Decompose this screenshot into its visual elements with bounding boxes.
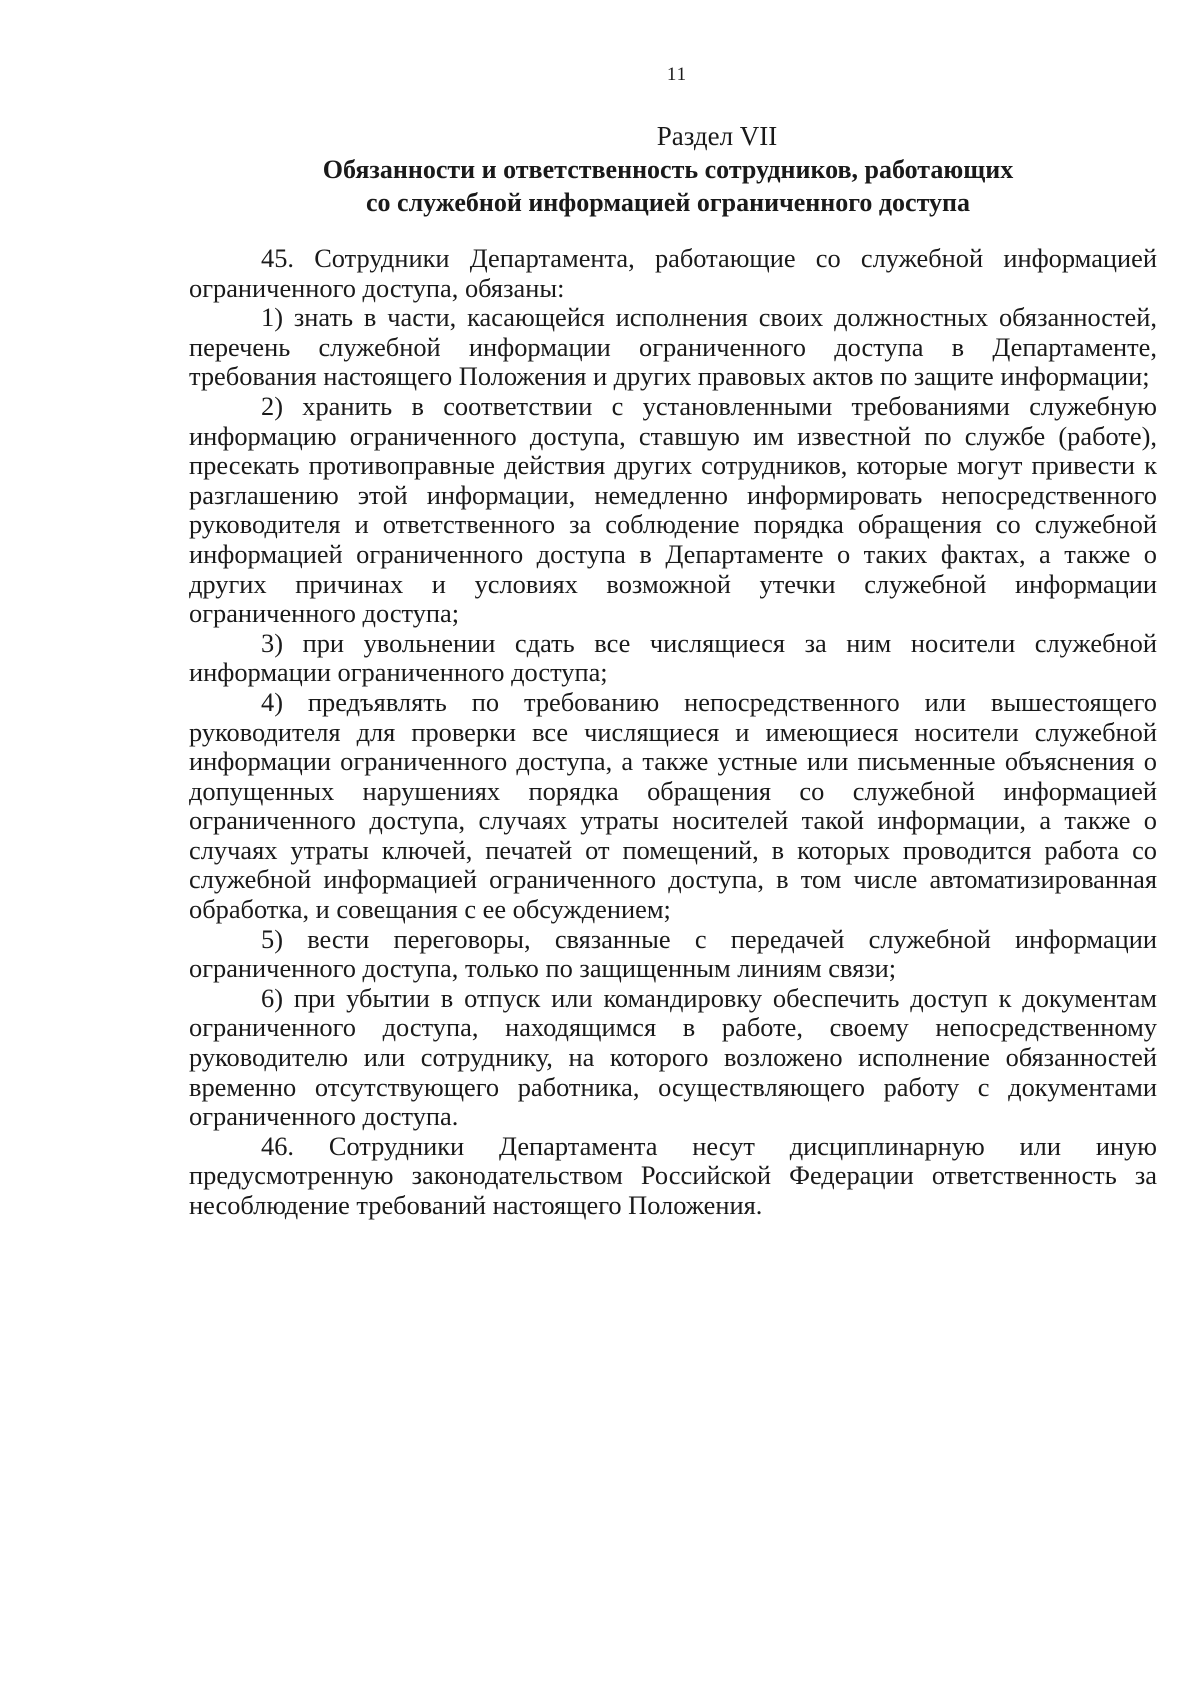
section-title-line-2: со служебной информацией ограниченного доступа [365, 188, 971, 217]
list-item-5: 5) вести переговоры, связанные с передачей служебной информации ограниченного доступа, только по защищенным линиям связи; [189, 923, 1157, 984]
list-item-1: 1) знать в части, касающейся исполнения своих должностных обязанностей, перечень служебной информации ограниченного доступа в Департаменте, требования настоящего Положения и других правовых актов по защите информации; [189, 302, 1157, 392]
list-item-3: 3) при увольнении сдать все числящиеся за ним носители служебной информации ограниченного доступа; [189, 627, 1157, 688]
section-title-line-1: Обязанности и ответственность сотрудников, работающих [322, 155, 1014, 184]
list-item-4: 4) предъявлять по требованию непосредственного или вышестоящего руководителя для проверки все числящиеся и имеющиеся носители служебной информации ограниченного доступа, а также устные или письменные объяснения о допущенных нарушениях порядка обращения со служебной информацией ограниченного доступа, случаях утраты носителей такой информации, а также о случаях утраты ключей, печатей от помещений, в которых проводится работа со служебной информацией ограниченного доступа, в том числе автоматизированная обработка, и совещания с ее обсуждением; [189, 686, 1157, 925]
section-label: Раздел VII [656, 121, 778, 151]
paragraph-46: 46. Сотрудники Департамента несут дисциплинарную или иную предусмотренную законодательством Российской Федерации ответственность за несоблюдение требований настоящего Положения. [189, 1130, 1157, 1220]
paragraph-45: 45. Сотрудники Департамента, работающие со служебной информацией ограниченного доступа, обязаны: [189, 243, 1157, 303]
page-number [0, 64, 1200, 86]
section-heading [188, 120, 1158, 219]
list-item-6: 6) при убытии в отпуск или командировку обеспечить доступ к документам ограниченного доступа, находящимся в работе, своему непосредственному руководителю или сотруднику, на которого возложено исполнение обязанностей временно отсутствующего работника, осуществляющего работу с документами ограниченного доступа. [189, 982, 1157, 1132]
section-body [189, 244, 1157, 1221]
list-item-2: 2) хранить в соответствии с установленными требованиями служебную информацию ограниченного доступа, ставшую им известной по службе (работе), пресекать противоправные действия других сотрудников, которые могут привести к разглашению этой информации, немедленно информировать непосредственного руководителя и ответственного за соблюдение порядка обращения со служебной информацией ограниченного доступа в Департаменте о таких фактах, а также о других причинах и условиях возможной утечки служебной информации ограниченного доступа; [189, 390, 1157, 629]
page-number-text: 11 [666, 64, 688, 85]
